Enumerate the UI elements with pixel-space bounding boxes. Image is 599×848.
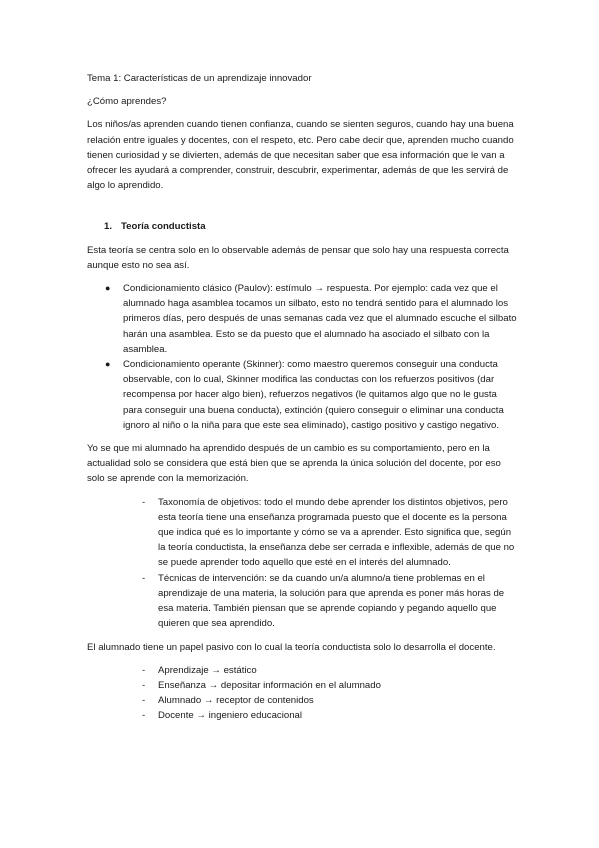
list-item-text: Alumnado → receptor de contenidos bbox=[158, 695, 314, 707]
section-number: 1. bbox=[104, 221, 113, 233]
list-item-text: Taxonomía de objetivos: todo el mundo debe aprender los distintos objetivos, pero esta teoría tiene una enseñanza programada puesto que el docente es la persona que indica qué es lo importante y cómo se va a aprender. Esto significa que, según la teoría conductista, la enseñanza debe ser cerrada e inflexible, además de que no se puede aprender todo aquello que esté en el interés del alumnado. bbox=[158, 496, 515, 569]
list-item bbox=[87, 678, 517, 693]
dash-list bbox=[87, 495, 517, 632]
list-item-text: Condicionamiento clásico (Paulov): estímulo → respuesta. Por ejemplo: cada vez que el alumnado haga asamblea tocamos un silbato, esto no tendrá sentido para el alumnado los primeros días, pero después de unas semanas cada vez que el alumnado escuche el silbato harán una asamblea. Esto se da puesto que el alumnado ha asociado el silbato con la asamblea. bbox=[123, 283, 517, 355]
list-item bbox=[87, 693, 517, 708]
dash-marker: - bbox=[142, 679, 146, 691]
list-item bbox=[87, 708, 517, 723]
bullet-list bbox=[87, 281, 517, 433]
list-item bbox=[87, 571, 517, 632]
bullet-marker: ● bbox=[105, 359, 111, 370]
dash-marker: - bbox=[142, 695, 146, 707]
list-item-text: Aprendizaje → estático bbox=[158, 664, 257, 676]
section-paragraph-3: El alumnado tiene un papel pasivo con lo cual la teoría conductista solo lo desarrolla el docente. bbox=[87, 641, 496, 653]
list-item bbox=[87, 495, 517, 571]
dash-marker: - bbox=[142, 572, 146, 584]
list-item-text: Docente → ingeniero educacional bbox=[158, 710, 302, 722]
document-title: Tema 1: Características de un aprendizaje innovador bbox=[87, 73, 312, 84]
section-heading bbox=[87, 219, 517, 234]
list-item-text: Técnicas de intervención: se da cuando un/a alumno/a tiene problemas en el aprendizaje de una materia, la solución para que aprenda es poner más horas de esa materia. También piensan que se aprende copiando y pegando aquello que quieren que sea aprendido. bbox=[158, 572, 505, 630]
section-paragraph-2: Yo se que mi alumnado ha aprendido después de un cambio es su comportamiento, pero en la actualidad solo se considera que está bien que se aprenda la única solución del docente, por eso solo se aprende con la memorización. bbox=[87, 443, 501, 485]
question-line: ¿Cómo aprendes? bbox=[87, 96, 167, 108]
dash-marker: - bbox=[142, 664, 146, 676]
list-item bbox=[87, 281, 517, 357]
section-title: Teoría conductista bbox=[121, 221, 206, 233]
dash-marker: - bbox=[142, 496, 146, 508]
list-item bbox=[87, 663, 517, 678]
roles-list bbox=[87, 663, 517, 724]
list-item bbox=[87, 357, 517, 433]
dash-marker: - bbox=[142, 710, 146, 722]
bullet-marker: ● bbox=[105, 283, 111, 294]
list-item-text: Condicionamiento operante (Skinner): como maestro queremos conseguir una conducta observable, con lo cual, Skinner modifica las conductas con los refuerzos positivos (dar recompensa por hacer algo bien), refuerzos negativos (le quitamos algo que no le gusta para conseguir una buena conducta), extinción (quiero conseguir o eliminar una conducta ignoro al niño o la niña para que este sea eliminado), castigo positivo y castigo negativo. bbox=[123, 359, 504, 431]
section-paragraph-1: Esta teoría se centra solo en lo observable además de pensar que solo hay una respuesta correcta aunque esto no sea así. bbox=[87, 244, 509, 271]
intro-paragraph: Los niños/as aprenden cuando tienen confianza, cuando se sienten seguros, cuando hay una buena relación entre iguales y docentes, con el respeto, etc. Pero cabe decir que, aprenden mucho cuando tienen curiosidad y se divierten, además de que necesitan saber que esa información que le van a ofrecer les ayudará a comprender, construir, descubrir, experimentar, además de que les servirá de algo lo aprendido. bbox=[87, 119, 514, 192]
list-item-text: Enseñanza → depositar información en el alumnado bbox=[158, 679, 381, 691]
page-content bbox=[87, 71, 517, 732]
